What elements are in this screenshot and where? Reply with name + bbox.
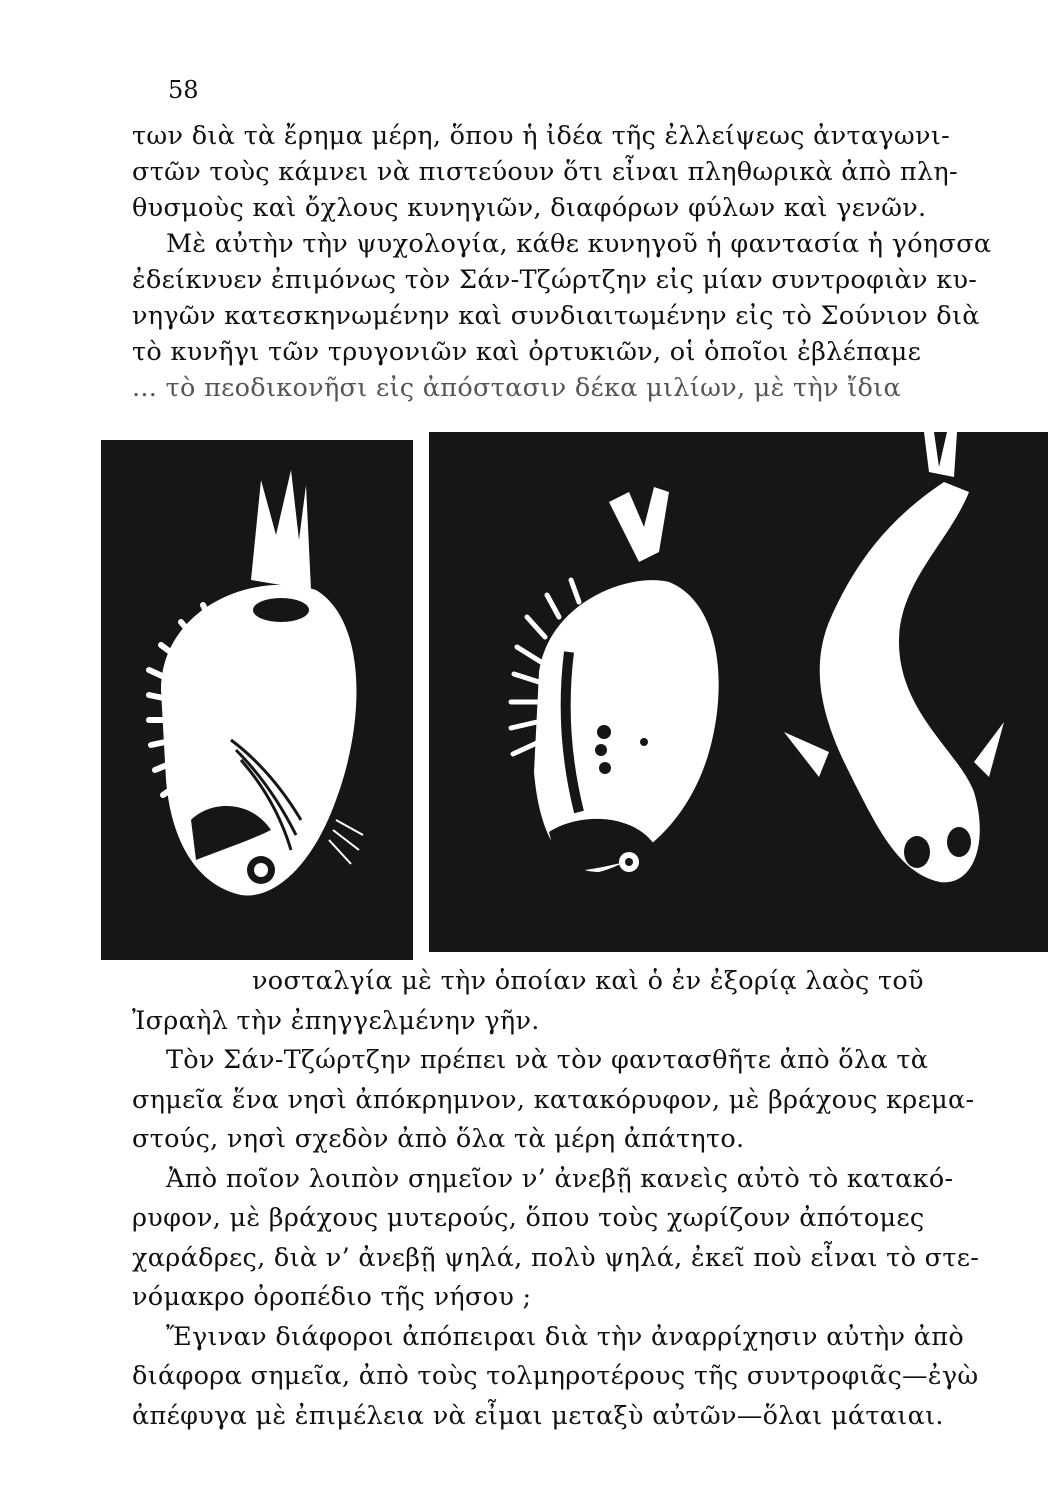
- page-number: 58: [168, 76, 199, 104]
- text-line: Ἀπὸ ποῖον λοιπὸν σημεῖον ν’ ἀνεβῇ κανεὶς αὐτὸ τὸ κατακό-: [166, 1163, 954, 1194]
- text-line: Ἔγιναν διάφοροι ἀπόπειραι διὰ τὴν ἀναρρίχησιν αὐτὴν ἀπὸ: [166, 1321, 964, 1352]
- text-line: στούς, νησὶ σχεδὸν ἀπὸ ὅλα τὰ μέρη ἀπάτητο.: [132, 1124, 745, 1154]
- top-paragraphs: [132, 118, 1012, 406]
- left-panel: [101, 440, 413, 960]
- text-line: χαράδρες, διὰ ν’ ἀνεβῇ ψηλά, πολὺ ψηλά, ἐκεῖ ποὺ εἶναι τὸ στε-: [132, 1242, 980, 1273]
- fish-spiny-icon: [429, 432, 1048, 952]
- text-line: ἐδείκνυεν ἐπιμόνως τὸν Σάν-Τζώρτζην εἰς μίαν συντροφιὰν κυ-: [132, 265, 978, 295]
- text-line: σημεῖα ἕνα νησὶ ἀπόκρημνον, κατακόρυφον, μὲ βράχους κρεμα-: [132, 1084, 975, 1115]
- text-line: θυσμοὺς καὶ ὄχλους κυνηγιῶν, διαφόρων φύλων καὶ γενῶν.: [132, 193, 927, 223]
- text-line: νηγῶν κατεσκηνωμένην καὶ συνδιαιτωμένην εἰς τὸ Σούνιον διὰ: [132, 301, 980, 331]
- text-line: Ἰσραὴλ τὴν ἐπηγγελμένην γῆν.: [132, 1005, 540, 1036]
- right-panel: [429, 432, 1048, 952]
- text-line: στῶν τοὺς κάμνει νὰ πιστεύουν ὅτι εἶναι πληθωρικὰ ἀπὸ πλη-: [132, 157, 958, 187]
- text-line: Τὸν Σάν-Τζώρτζην πρέπει νὰ τὸν φαντασθῆτε ἀπὸ ὅλα τὰ: [166, 1045, 929, 1075]
- bottom-paragraphs: [132, 962, 1012, 1436]
- text-line: των διὰ τὰ ἔρημα μέρη, ὅπου ἡ ἰδέα τῆς ἐλλείψεως ἀνταγωνι-: [132, 121, 951, 151]
- text-line: νόμακρο ὀροπέδιο τῆς νήσου ;: [132, 1282, 532, 1312]
- fish-illustration: [101, 432, 1048, 960]
- text-line: διάφορα σημεῖα, ἀπὸ τοὺς τολμηροτέρους τῆς συντροφιᾶς—ἐγὼ: [132, 1361, 979, 1391]
- text-line: ἀπέφυγα μὲ ἐπιμέλεια νὰ εἶμαι μεταξὺ αὐτῶν—ὅλαι μάταιαι.: [132, 1400, 944, 1431]
- text-line: ... τὸ πεοδικονῆσι εἰς ἀπόστασιν δέκα μιλίων, μὲ τὴν ἴδια: [132, 373, 902, 403]
- text-line: ρυφον, μὲ βράχους μυτερούς, ὅπου τοὺς χωρίζουν ἀπότομες: [132, 1203, 925, 1233]
- text-line: Μὲ αὐτὴν τὴν ψυχολογία, κάθε κυνηγοῦ ἡ φαντασία ἡ γόησσα: [166, 229, 992, 259]
- fish-long-tailed-icon: [784, 432, 1004, 893]
- text-line: τὸ κυνῆγι τῶν τρυγονιῶν καὶ ὀρτυκιῶν, οἱ ὁποῖοι ἐβλέπαμε: [132, 337, 922, 367]
- fish-round-skeleton-icon: [101, 440, 413, 960]
- text-line: νοσταλγία μὲ τὴν ὁποίαν καὶ ὁ ἐν ἐξορίᾳ λαὸς τοῦ: [252, 966, 924, 996]
